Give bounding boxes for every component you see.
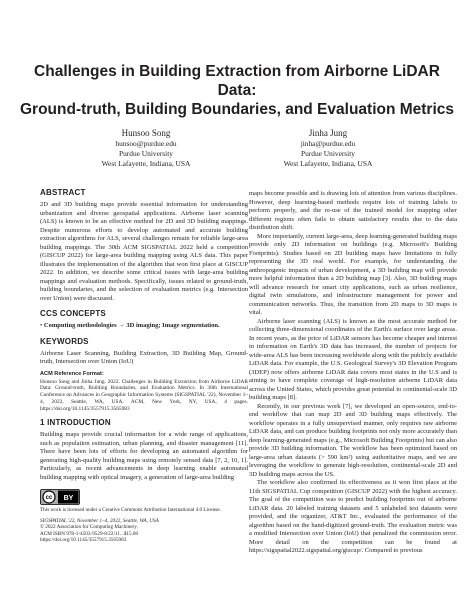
title-line-1: Challenges in Building Extraction from Airborne LiDAR Data: xyxy=(34,63,440,99)
ccs-bullet: • xyxy=(40,322,43,329)
author-block-1 xyxy=(56,127,236,169)
cc-by-license-icon[interactable] xyxy=(40,489,80,505)
abstract-text: 2D and 3D building maps provide essential information for understanding urbanization and diverse geospatial applications. Airborne laser scanning (ALS) is known to be an effective method for 2D and 3D building mappings. Despite numerous efforts to develop automated and accurate building extraction algorithms for ALS, several challenges remain for reliable large-area building mappings. The 30th ACM SIGSPATIAL 2022 held a competition (GISCUP 2022) for large-area building mapping using ALS data. This paper illustrates the implementation of the algorithm that won first place at GISCUP 2022. In addition, we describe some critical issues with large-area building mappings and evaluation methods. Specifically, issues related to ground-truth, building boundaries, and the selection of evaluation metrics (e.g. Intersection over Union) were discussed. xyxy=(40,201,248,302)
license-footnote xyxy=(40,507,248,544)
publication-doi[interactable]: https://doi.org/10.1145/3557915.3565983 xyxy=(40,537,127,544)
author-name: Hunsoo Song xyxy=(121,128,171,138)
license-row xyxy=(40,489,248,505)
body-paragraph: maps become possible and is drawing lots of attention from various disciplines. However, deep learning-based methods require lots of training labels to perform properly, and the re-use of the trained model for mapping other different regions often fails to obtain satisfactory results due to the data distribution shift. xyxy=(249,190,457,231)
author-location: West Lafayette, Indiana, USA xyxy=(101,159,191,168)
acm-ref-text: Hunsoo Song and Jinha Jung. 2022. Challenges in Building Extraction from Airborne LiDAR Data: Ground-truth, Building Boundaries, and Evaluation Metrics. In 30th International Conference on Advances in Geographic Information Systems (SIGSPATIAL '22), November 1–4, 2022, Seattle, WA, USA. ACM, New York, NY, USA, 4 pages. https://doi.org/10.1145/3557915.3565983 xyxy=(40,378,248,412)
author-email: jinha@purdue.edu xyxy=(300,139,356,148)
cc-badge-right-label: BY xyxy=(63,494,74,502)
license-text: This work is licensed under a Creative Commons Attribution International 4.0 License. xyxy=(40,507,221,513)
keywords-heading: KEYWORDS xyxy=(40,336,89,346)
body-paragraph: The workflow also confirmed its effectiveness as it won first place at the 11th SIGSPATIAL Cup competition (GISCUP 2022) with the highest accuracy. The goal of the competition was to predict building footprints out of airborne LiDAR data. 20 labeled training datasets and 5 unlabeled test datasets were provided, and the organizer, AT&T Inc., evaluated the performance of the algorithm based on the hand-digitized ground-truth. The evaluation metric was a modified Intersection over Union (IoU) that penalized the commission error. More detail on the competition can be found at https://sigspatial2022.sigspatial.org/giscup/. Compared to previous xyxy=(249,479,457,554)
body-paragraph: Airborne laser scanning (ALS) is known as the most accurate method for collecting three-dimensional coordinates of the Earth's surface over large areas. In recent years, as the price of LiDAR sensors has become cheaper and interest in information on Earth's 3D data has increased, the number of projects for wide-area ALS has been increasing worldwide along with the publicly available LiDAR data. For example, the U.S. Geological Survey's 3D Elevation Program (3DEP) now offers airborne LiDAR data covers most states in the U.S and is aiming to have complete coverage of high-resolution airborne LiDAR data across the United States, which provides great potential to continental-scale 3D building maps [8]. xyxy=(249,317,457,401)
keywords-text: Airborne Laser Scanning, Building Extraction, 3D Building Map, Ground-truth, Intersection over Union (IoU) xyxy=(40,349,248,365)
author-email: hunsoo@purdue.edu xyxy=(115,139,177,148)
ccs-heading: CCS CONCEPTS xyxy=(40,309,106,318)
ccs-concepts xyxy=(40,322,248,331)
publication-venue: SIGSPATIAL '22, November 1–4, 2022, Seattle, WA, USA xyxy=(40,517,159,524)
publication-isbn: ACM ISBN 978-1-4503-9529-8/22/11...$15.00 xyxy=(40,530,139,537)
author-block-2 xyxy=(238,127,418,169)
author-location: West Lafayette, Indiana, USA xyxy=(283,159,373,168)
author-affiliation: Purdue University xyxy=(301,149,355,158)
title-line-2: Ground-truth, Building Boundaries, and Evaluation Metrics xyxy=(20,101,455,118)
publication-copyright: © 2022 Association for Computing Machinery. xyxy=(40,524,138,531)
author-name: Jinha Jung xyxy=(308,128,348,138)
ccs-text: Computing methodologies → 3D imaging; Image segmentation. xyxy=(43,322,220,329)
left-column xyxy=(40,188,248,482)
author-affiliation: Purdue University xyxy=(119,149,173,158)
cc-badge-left-label: cc xyxy=(45,495,53,502)
acm-ref-heading: ACM Reference Format: xyxy=(40,370,104,377)
intro-heading: 1 INTRODUCTION xyxy=(40,418,111,428)
abstract-heading: ABSTRACT xyxy=(40,188,86,197)
body-paragraph: Recently, in our previous work [7], we developed an open-source, end-to-end workflow that can map 2D and 3D building maps effectively. The workflow operates in a fully unsupervised manner, only requires raw airborne LiDAR data, and can produce building footprints not only more accurately than deep learning-generated maps (e.g., Microsoft Building Footprints) but can also provide 3D building information. The workflow has been optimized based on large-area urban datasets (> 590 km²) using authoritative maps, and we are leveraging the workflow to generate high-resolution, continental-scale 2D and 3D building maps across the US. xyxy=(249,402,457,478)
paper-title xyxy=(20,62,454,119)
body-paragraph: More importantly, current large-area, deep learning-generated building maps provide only 2D information on buildings (e.g. Microsoft's Building Footprints). Studies based on 2D building maps have limitations in fully representing the 3D real world. For example, for understanding the anthropogenic impacts of urban development, a 3D building map will provide more helpful information than a 2D building map [3]. Also, 3D building maps will advance research for smart city applications, such as urban resilience, digital twin simulations, and infrastructure management for power and communication networks. Thus, the transition from 2D maps to 3D maps is vital. xyxy=(249,232,457,316)
intro-text: Building maps provide crucial information for a wide range of applications, such as population estimation, urban planning, and disaster management [11]. There have been lots of efforts for developing an automated algorithm for generating high-quality building maps using remotely sensed data [7, 2, 10, 1]. Particularly, as recent advancements in deep learning enable automated building mapping with optical imagery, a generation of large-area building xyxy=(40,431,248,481)
right-column xyxy=(249,190,457,556)
